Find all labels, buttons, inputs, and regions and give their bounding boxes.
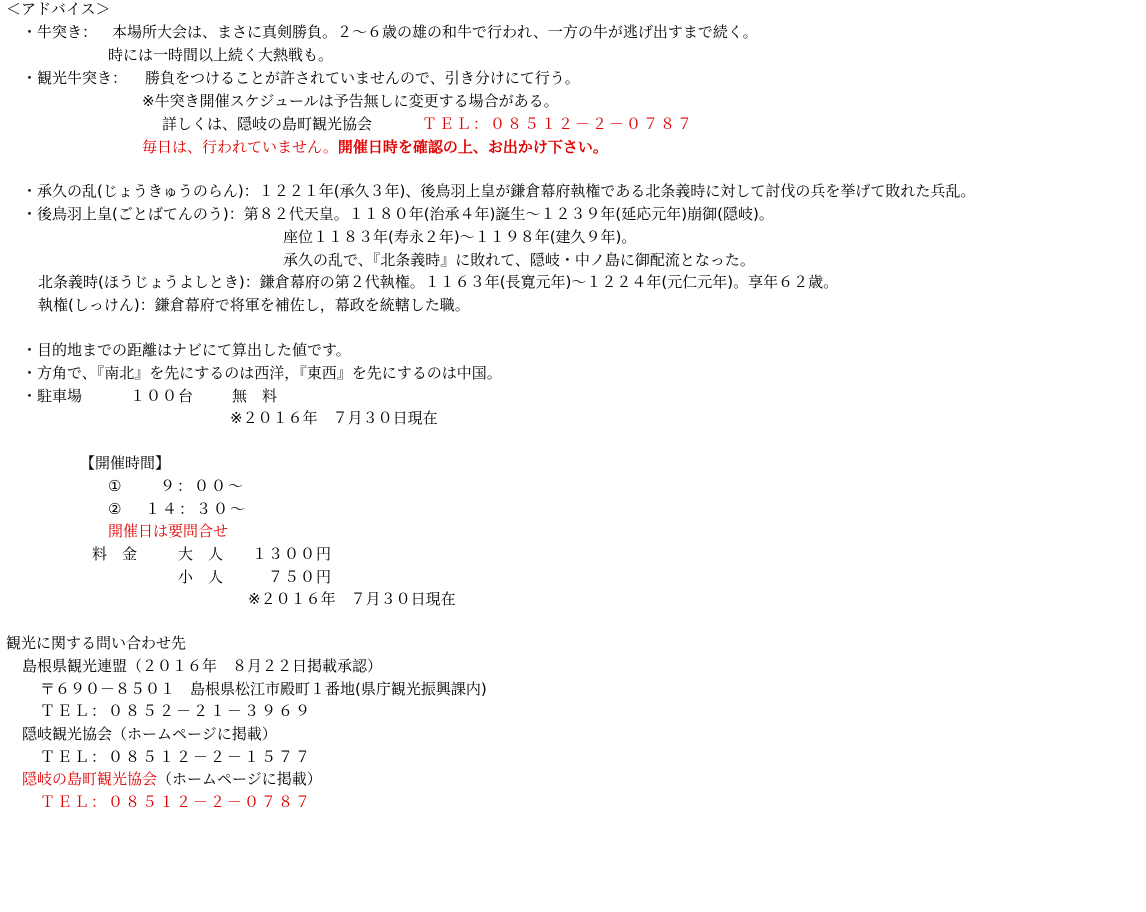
history-gotoba-reign: 座位１１８３年(寿永２年)〜１１９８年(建久９年)。	[283, 228, 637, 246]
slot1-mark: ①	[108, 477, 122, 495]
note-distance: ・目的地までの距離はナビにて算出した値です。	[22, 341, 351, 359]
tourist-bullfight-text: 勝負をつけることが許されていませんので、引き分けにて行う。	[145, 69, 580, 87]
slot2-time: １４：３０〜	[145, 500, 248, 518]
contact-shimane-name: 島根県観光連盟（２０１６年 ８月２２日掲載承認）	[22, 657, 383, 675]
bullfight-text: 本場所大会は、まさに真剣勝負。２〜６歳の雄の和牛で行われ、一方の牛が逃げ出すまで続く。	[112, 23, 758, 41]
hours-date: ※２０１６年 ７月３０日現在	[248, 590, 456, 608]
slot2-mark: ②	[108, 500, 122, 518]
history-hojo: 北条義時(ほうじょうよしとき)：鎌倉幕府の第２代執権。１１６３年(長寛元年)〜１２２４年(元仁元年)。享年６２歳。	[38, 273, 839, 291]
tourist-bullfight-label: ・観光牛突き：	[22, 69, 128, 87]
note-direction: ・方角で、『南北』を先にするのは西洋，『東西』を先にするのは中国。	[22, 364, 502, 382]
slot1-time: ９：００〜	[160, 477, 246, 495]
history-shikken: 執権(しっけん)：鎌倉幕府で将軍を補佐し，幕政を統轄した職。	[38, 296, 470, 314]
adult-label: 大 人	[178, 545, 224, 563]
contact-okinoshima-note: （ホームページに掲載）	[157, 770, 322, 788]
advice-header: ＜アドバイス＞	[6, 0, 111, 18]
child-label: 小 人	[178, 568, 224, 586]
contact-shimane-tel: ＴＥＬ：０８５２－２１－３９６９	[40, 702, 313, 720]
contact-shimane-address: 〒６９０－８５０１ 島根県松江市殿町１番地(県庁観光振興課内)	[40, 680, 487, 698]
details-text: 詳しくは、隠岐の島町観光協会	[162, 115, 373, 133]
contact-okinoshima-tel: ＴＥＬ：０８５１２－２－０７８７	[40, 793, 313, 811]
contact-oki-name: 隠岐観光協会（ホームページに掲載）	[22, 725, 277, 743]
details-tel: ＴＥＬ：０８５１２－２－０７８７	[422, 115, 695, 133]
history-gotoba-exile: 承久の乱で、『北条義時』に敗れて、隠岐・中ノ島に御配流となった。	[283, 251, 755, 269]
parking-date: ※２０１６年 ７月３０日現在	[230, 409, 438, 427]
adult-price: １３００円	[252, 545, 333, 563]
parking-fee: 無 料	[232, 387, 278, 405]
parking-label: ・駐車場	[22, 387, 83, 405]
history-jokyu: ・承久の乱(じょうきゅうのらん)：１２２１年(承久３年)、後鳥羽上皇が鎌倉幕府執権である北条義時に対して討伐の兵を挙げて敗れた兵乱。	[22, 182, 976, 200]
bullfight-label: ・牛突き：	[22, 23, 98, 41]
contact-okinoshima	[22, 768, 322, 790]
bullfight-text-2: 時には一時間以上続く大熱戦も。	[108, 46, 334, 64]
hours-inquiry: 開催日は要問合せ	[108, 522, 229, 540]
notice-part2: 開催日時を確認の上、お出かけ下さい。	[337, 138, 608, 156]
schedule-notice	[142, 136, 608, 158]
contact-okinoshima-name: 隠岐の島町観光協会	[22, 770, 158, 788]
contacts-title: 観光に関する問い合わせ先	[6, 634, 187, 652]
hours-title: 【開催時間】	[80, 454, 171, 472]
notice-part1: 毎日は、行われていません。	[142, 138, 338, 156]
parking-count: １００台	[130, 387, 195, 405]
fee-label: 料 金	[92, 545, 138, 563]
contact-oki-tel: ＴＥＬ：０８５１２－２－１５７７	[40, 748, 313, 766]
child-price: ７５０円	[268, 568, 333, 586]
history-gotoba: ・後鳥羽上皇(ごとばてんのう)：第８２代天皇。１１８０年(治承４年)誕生〜１２３９年(延応元年)崩御(隠岐)。	[22, 205, 774, 223]
schedule-note: ※牛突き開催スケジュールは予告無しに変更する場合がある。	[142, 92, 559, 110]
